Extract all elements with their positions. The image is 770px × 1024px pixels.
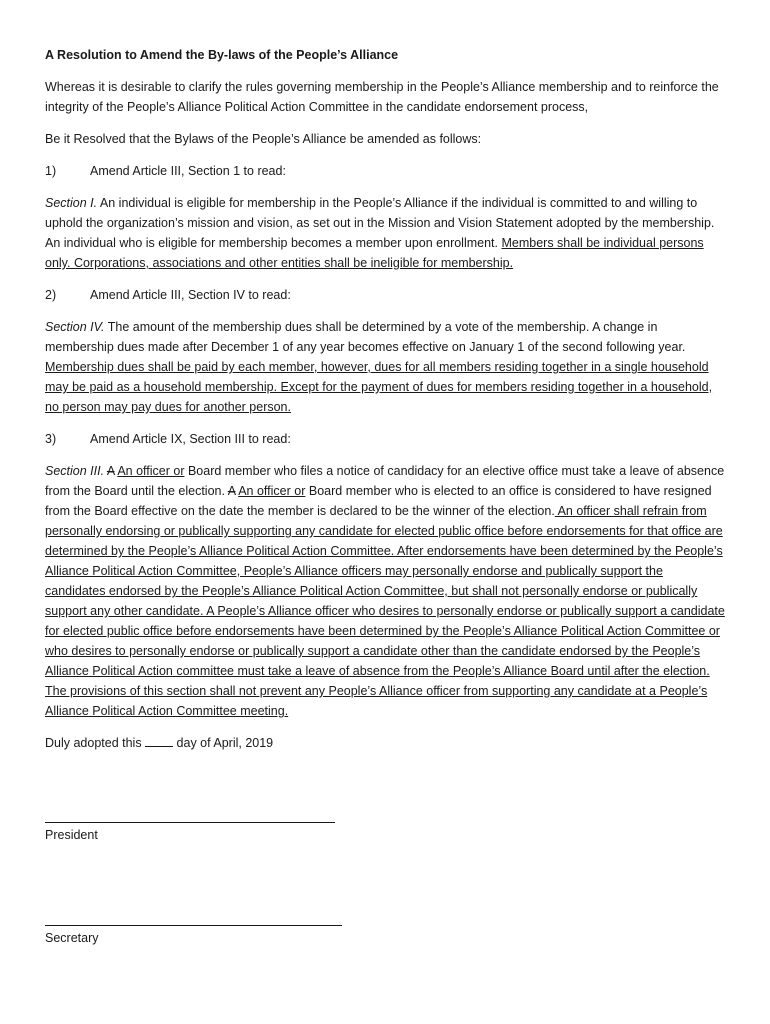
amendment-2-text [45, 317, 725, 417]
adoption-line [45, 733, 725, 753]
deleted-text: A [227, 484, 236, 498]
amendment-3-text [45, 461, 725, 721]
amendment-2-heading [45, 285, 725, 305]
inserted-text: Members shall be individual persons only. Corporations, associations and other entities shall be ineligible for membership. [45, 236, 704, 270]
amendment-instruction: Amend Article IX, Section III to read: [90, 432, 291, 446]
inserted-text: An officer or [117, 464, 185, 478]
section-text: The amount of the membership dues shall be determined by a vote of the membership. A change in membership dues made after December 1 of any year becomes effective on January 1 of the second following year. [45, 320, 686, 354]
secretary-signature-line [45, 925, 342, 926]
section-name: Section III. [45, 464, 105, 478]
section-name: Section IV. [45, 320, 105, 334]
document-body [45, 45, 725, 765]
adoption-prefix: Duly adopted this [45, 736, 146, 750]
inserted-text: An officer or [238, 484, 306, 498]
amendment-3-heading [45, 429, 725, 449]
section-text: An individual is eligible for membership in the People’s Alliance if the individual is committed to and willing to uphold the organization’s mission and vision, as set out in the Mission and Vision Statement adopted by the membership. An individual who is eligible for membership becomes a member upon enrollment. [45, 196, 715, 250]
secretary-signature-block [45, 925, 342, 948]
deleted-text: A [106, 464, 115, 478]
resolved-clause: Be it Resolved that the Bylaws of the People’s Alliance be amended as follows: [45, 132, 482, 146]
president-label: President [45, 828, 98, 842]
adoption-suffix: day of April, 2019 [173, 736, 274, 750]
inserted-text: An officer shall refrain from personally endorsing or publically supporting any candidate for elected public office before endorsements for that office are determined by the People’s Alliance Political Action Committee. After endorsements have been determined by the People’s Alliance Political Action Committee, People’s Alliance officers may personally endorse and publically support the candidates endorsed by the People’s Alliance Political Action Committee, but shall not personally endorse or publically support any other candidate. A People’s Alliance officer who desires to personally endorse or publically support a candidate for elected public office before endorsements have been determined by the People’s Alliance Political Action Committee or who desires to personally endorse or publically support a candidate other than the candidate endorsed by the People’s Alliance Political Action committee must take a leave of absence from the People’s Alliance Board until after the election. The provisions of this section shall not prevent any People’s Alliance officer from supporting any candidate at a People’s Alliance Political Action Committee meeting. [45, 504, 725, 718]
amendment-number: 2) [45, 288, 57, 302]
amendment-instruction: Amend Article III, Section IV to read: [90, 288, 291, 302]
section-text: Board member who is elected to an office is considered to have resigned from the Board effective on the date the member is declared to be the winner of the election. [45, 484, 712, 518]
section-text: Board member who files a notice of candidacy for an elective office must take a leave of absence from the Board until the election. [45, 464, 725, 498]
inserted-text: Membership dues shall be paid by each member, however, dues for all members residing together in a single household may be paid as a household membership. Except for the payment of dues for members residing together in a household, no person may pay dues for another person. [45, 360, 713, 414]
secretary-label: Secretary [45, 931, 99, 945]
amendment-number: 1) [45, 164, 57, 178]
day-blank [145, 734, 173, 747]
resolution-title: A Resolution to Amend the By-laws of the People’s Alliance [45, 48, 399, 62]
amendment-1-text [45, 193, 725, 273]
president-signature-line [45, 822, 335, 823]
section-name: Section I. [45, 196, 98, 210]
president-signature-block [45, 822, 335, 845]
amendment-instruction: Amend Article III, Section 1 to read: [90, 164, 286, 178]
amendment-number: 3) [45, 432, 57, 446]
amendment-1-heading [45, 161, 725, 181]
whereas-clause: Whereas it is desirable to clarify the rules governing membership in the People’s Alliance membership and to reinforce the integrity of the People’s Alliance Political Action Committee in the candidate endorsement process, [45, 80, 719, 114]
